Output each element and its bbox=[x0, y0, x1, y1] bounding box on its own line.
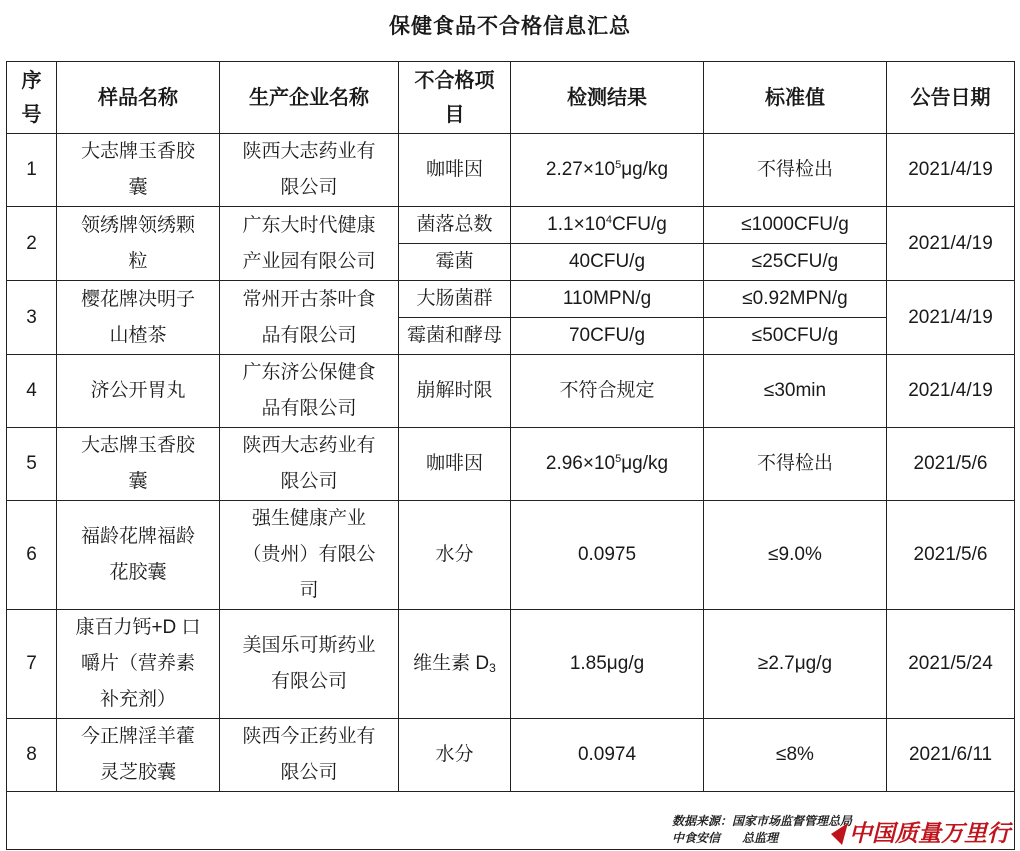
company-cell: 陕西大志药业有 限公司 bbox=[220, 134, 399, 207]
header-standard: 标准值 bbox=[704, 62, 887, 134]
result-cell: $2.96\times 10^5\mu g/kg$ bbox=[511, 428, 704, 501]
result-cell: 0.0975 bbox=[511, 501, 704, 610]
table-row bbox=[7, 719, 1015, 792]
standard-cell: ≤50CFU/g bbox=[704, 318, 887, 355]
table-body bbox=[7, 134, 1015, 792]
date-cell: 2021/6/11 bbox=[887, 719, 1015, 792]
source-line-2: 中食安信 总监理 bbox=[671, 831, 779, 845]
result-cell: $2.27\times 10^5\mu g/kg$ bbox=[511, 134, 704, 207]
standard-cell: ≤9.0% bbox=[704, 501, 887, 610]
seq-cell: 2 bbox=[7, 207, 57, 281]
standard-cell: ≤25CFU/g bbox=[704, 244, 887, 281]
sample-name-cell: 康百力钙+D 口 嚼片（营养素 补充剂） bbox=[57, 610, 220, 719]
header-seq: 序 号 bbox=[7, 62, 57, 134]
seq-cell: 1 bbox=[7, 134, 57, 207]
noncompliance-table bbox=[6, 61, 1015, 850]
seq-cell: 6 bbox=[7, 501, 57, 610]
item-cell: 咖啡因 bbox=[399, 134, 511, 207]
seq-cell: 4 bbox=[7, 355, 57, 428]
sample-name-cell: 济公开胃丸 bbox=[57, 355, 220, 428]
table-footer-row bbox=[7, 792, 1015, 850]
source-line-1: 数据来源：国家市场监督管理总局 bbox=[671, 814, 852, 828]
sample-name-cell: 大志牌玉香胶 囊 bbox=[57, 428, 220, 501]
company-cell: 陕西大志药业有 限公司 bbox=[220, 428, 399, 501]
result-cell: 70CFU/g bbox=[511, 318, 704, 355]
table-header-row bbox=[7, 62, 1015, 134]
item-cell: 水分 bbox=[399, 501, 511, 610]
result-cell: 不符合规定 bbox=[511, 355, 704, 428]
sample-name-cell: 樱花牌决明子 山楂茶 bbox=[57, 281, 220, 355]
seq-cell: 7 bbox=[7, 610, 57, 719]
company-cell: 美国乐可斯药业 有限公司 bbox=[220, 610, 399, 719]
company-cell: 广东大时代健康 产业园有限公司 bbox=[220, 207, 399, 281]
result-cell: 0.0974 bbox=[511, 719, 704, 792]
date-cell: 2021/5/6 bbox=[887, 428, 1015, 501]
standard-cell: ≤1000CFU/g bbox=[704, 207, 887, 244]
item-cell: 霉菌 bbox=[399, 244, 511, 281]
header-sample: 样品名称 bbox=[57, 62, 220, 134]
standard-cell: ≤8% bbox=[704, 719, 887, 792]
header-company: 生产企业名称 bbox=[220, 62, 399, 134]
date-cell: 2021/4/19 bbox=[887, 207, 1015, 281]
item-cell: 霉菌和酵母 bbox=[399, 318, 511, 355]
date-cell: 2021/5/6 bbox=[887, 501, 1015, 610]
seq-cell: 8 bbox=[7, 719, 57, 792]
company-cell: 常州开古茶叶食 品有限公司 bbox=[220, 281, 399, 355]
date-cell: 2021/4/19 bbox=[887, 281, 1015, 355]
page-title: 保健食品不合格信息汇总 bbox=[389, 15, 631, 38]
item-cell: 崩解时限 bbox=[399, 355, 511, 428]
table-row bbox=[7, 207, 1015, 244]
table-row bbox=[7, 134, 1015, 207]
standard-cell: ≤30min bbox=[704, 355, 887, 428]
sample-name-cell: 领绣牌领绣颗 粒 bbox=[57, 207, 220, 281]
table-row bbox=[7, 355, 1015, 428]
item-cell: 菌落总数 bbox=[399, 207, 511, 244]
standard-cell: 不得检出 bbox=[704, 428, 887, 501]
item-cell: 水分 bbox=[399, 719, 511, 792]
header-result: 检测结果 bbox=[511, 62, 704, 134]
company-cell: 广东济公保健食 品有限公司 bbox=[220, 355, 399, 428]
brand-name: 中国质量万里行 bbox=[849, 820, 1010, 847]
table-row bbox=[7, 281, 1015, 318]
seq-cell: 3 bbox=[7, 281, 57, 355]
sample-name-cell: 福龄花牌福龄 花胶囊 bbox=[57, 501, 220, 610]
table-row bbox=[7, 610, 1015, 719]
table-row bbox=[7, 428, 1015, 501]
brand-logo bbox=[831, 821, 1010, 847]
standard-cell: ≥2.7μg/g bbox=[704, 610, 887, 719]
result-cell: 110MPN/g bbox=[511, 281, 704, 318]
item-cell: 大肠菌群 bbox=[399, 281, 511, 318]
brand-mark-icon bbox=[828, 823, 848, 845]
sample-name-cell: 今正牌淫羊藿 灵芝胶囊 bbox=[57, 719, 220, 792]
result-cell: 40CFU/g bbox=[511, 244, 704, 281]
seq-cell: 5 bbox=[7, 428, 57, 501]
result-cell: 1.85μg/g bbox=[511, 610, 704, 719]
footer-cell bbox=[7, 792, 1015, 850]
company-cell: 强生健康产业 （贵州）有限公 司 bbox=[220, 501, 399, 610]
company-cell: 陕西今正药业有 限公司 bbox=[220, 719, 399, 792]
header-date: 公告日期 bbox=[887, 62, 1015, 134]
date-cell: 2021/5/24 bbox=[887, 610, 1015, 719]
data-source bbox=[672, 813, 852, 847]
date-cell: 2021/4/19 bbox=[887, 134, 1015, 207]
item-cell: 咖啡因 bbox=[399, 428, 511, 501]
date-cell: 2021/4/19 bbox=[887, 355, 1015, 428]
table-row bbox=[7, 501, 1015, 610]
header-item: 不合格项目 bbox=[399, 62, 511, 134]
standard-cell: ≤0.92MPN/g bbox=[704, 281, 887, 318]
standard-cell: 不得检出 bbox=[704, 134, 887, 207]
sample-name-cell: 大志牌玉香胶 囊 bbox=[57, 134, 220, 207]
item-cell: 维生素 $D_3$ bbox=[399, 610, 511, 719]
result-cell: $1.1\times 10^4CFU/g$ bbox=[511, 207, 704, 244]
